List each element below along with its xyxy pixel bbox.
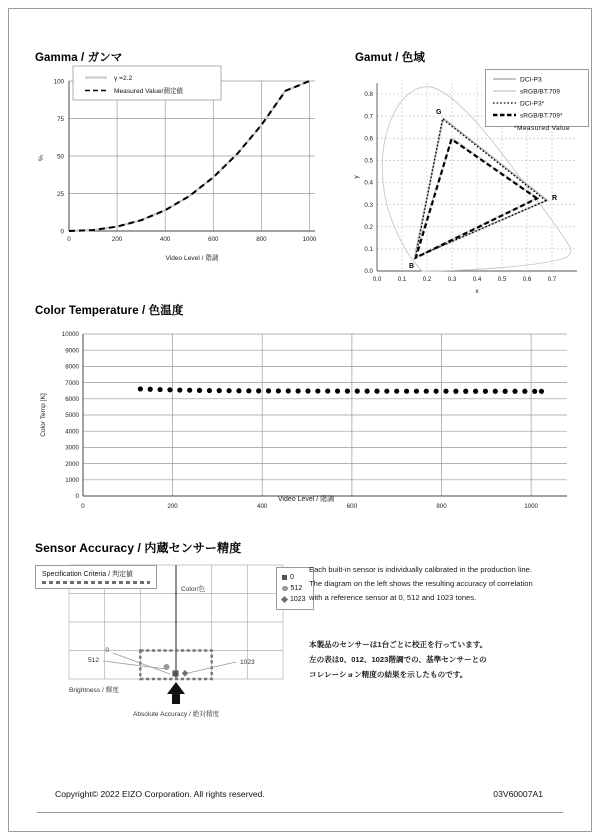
gamma-x-ticks bbox=[67, 236, 317, 243]
svg-text:0.8: 0.8 bbox=[364, 91, 373, 99]
svg-text:0.3: 0.3 bbox=[447, 276, 457, 283]
svg-text:10000: 10000 bbox=[61, 331, 79, 339]
sensor-marker-0 bbox=[173, 671, 179, 677]
colortemp-data-point bbox=[453, 389, 458, 394]
gamut-legend-label-2: DCI-P3* bbox=[520, 100, 545, 108]
colortemp-data-point bbox=[539, 389, 544, 394]
gamut-x-axis-label: x bbox=[475, 288, 479, 295]
gamut-point-label-r: R bbox=[552, 195, 558, 202]
colortemp-data-point bbox=[227, 388, 232, 393]
gamma-x-axis-label: Video Level / 階調 bbox=[165, 255, 219, 262]
gamma-legend bbox=[73, 66, 221, 100]
colortemp-data-point bbox=[345, 389, 350, 394]
sensor-spec-criteria-label-box bbox=[35, 565, 157, 589]
sensor-axis-color-label: Color/色 bbox=[181, 586, 206, 593]
svg-text:600: 600 bbox=[346, 503, 358, 510]
svg-text:2000: 2000 bbox=[65, 460, 79, 468]
diamond-icon bbox=[281, 596, 288, 603]
svg-text:0.0: 0.0 bbox=[372, 276, 382, 283]
sensor-up-arrow-icon bbox=[167, 682, 185, 704]
colortemp-data-point bbox=[286, 388, 291, 393]
colortemp-data-point bbox=[167, 387, 172, 392]
svg-text:100: 100 bbox=[53, 78, 64, 86]
gamut-legend-note: *Measured Value bbox=[514, 125, 571, 132]
sensor-axis-brightness-label: Brightness / 輝度 bbox=[69, 687, 119, 694]
sensor-text-jp bbox=[309, 637, 549, 682]
sensor-legend-item-2 bbox=[282, 594, 306, 605]
colortemp-data-point bbox=[394, 389, 399, 394]
colortemp-data-point bbox=[512, 389, 517, 394]
sensor-callout-0: 0 bbox=[105, 647, 109, 654]
colortemp-data-point bbox=[355, 389, 360, 394]
colortemp-data-point bbox=[236, 388, 241, 393]
sensor-panel bbox=[27, 539, 587, 729]
svg-text:0: 0 bbox=[81, 503, 85, 510]
square-icon bbox=[282, 575, 287, 580]
footer-doc-id: 03V60007A1 bbox=[493, 789, 543, 799]
sensor-callout-1023: 1023 bbox=[240, 659, 255, 666]
svg-text:0.2: 0.2 bbox=[364, 224, 373, 231]
svg-text:400: 400 bbox=[160, 236, 171, 243]
colortemp-data-point bbox=[266, 388, 271, 393]
svg-text:200: 200 bbox=[111, 236, 123, 243]
svg-text:400: 400 bbox=[257, 503, 268, 510]
colortemp-data-point bbox=[148, 387, 153, 392]
gamma-grid bbox=[69, 81, 315, 231]
colortemp-data-point bbox=[503, 389, 508, 394]
svg-text:0.4: 0.4 bbox=[472, 276, 482, 283]
colortemp-data-point bbox=[207, 388, 212, 393]
colortemp-data-point bbox=[276, 388, 281, 393]
colortemp-data-point bbox=[138, 386, 143, 391]
colortemp-x-ticks bbox=[81, 503, 538, 510]
gamut-point-label-g: G bbox=[436, 109, 442, 116]
colortemp-data-point bbox=[424, 389, 429, 394]
sensor-text-en: Each built-in sensor is individually calibrated in the production line. The diagram on the left shows the resulting accuracy of correlation with a reference sensor at 0, 512 and 1023 tones. bbox=[309, 565, 533, 603]
sensor-text-jp-line-1: 左の表は0、012、1023階調での、基準センサーとの bbox=[309, 655, 487, 664]
footer bbox=[9, 789, 591, 805]
colortemp-y-axis-label: Color Temp [K] bbox=[40, 393, 47, 437]
sensor-legend bbox=[276, 567, 314, 610]
svg-text:600: 600 bbox=[208, 236, 219, 243]
colortemp-grid bbox=[83, 334, 567, 496]
sensor-legend-label-0: 0 bbox=[290, 574, 294, 581]
svg-text:0.1: 0.1 bbox=[364, 246, 373, 254]
sensor-caption: Absolute Accuracy / 絶対精度 bbox=[132, 711, 220, 718]
colortemp-data-point bbox=[434, 389, 439, 394]
gamut-legend-label-0: DCI-P3 bbox=[520, 76, 542, 84]
sensor-legend-item-1 bbox=[282, 583, 306, 594]
gamma-panel bbox=[27, 49, 327, 289]
colortemp-data-point bbox=[246, 388, 251, 393]
svg-text:800: 800 bbox=[256, 236, 267, 243]
svg-text:0.5: 0.5 bbox=[497, 276, 507, 283]
svg-text:0.1: 0.1 bbox=[397, 276, 407, 283]
svg-text:200: 200 bbox=[167, 503, 178, 510]
svg-text:0: 0 bbox=[75, 493, 79, 501]
gamut-legend bbox=[485, 69, 589, 127]
svg-text:0.4: 0.4 bbox=[364, 179, 373, 187]
colortemp-series-points bbox=[138, 386, 544, 394]
svg-text:0.3: 0.3 bbox=[364, 201, 373, 209]
colortemp-data-point bbox=[325, 388, 330, 393]
page-frame bbox=[8, 8, 592, 832]
gamut-panel bbox=[349, 49, 599, 295]
svg-text:5000: 5000 bbox=[65, 412, 79, 420]
colortemp-data-point bbox=[296, 388, 301, 393]
svg-text:1000: 1000 bbox=[65, 477, 79, 484]
colortemp-data-point bbox=[493, 389, 498, 394]
sensor-spec-criteria-dash-swatch bbox=[42, 581, 150, 584]
colortemp-x-axis-label: Video Level / 階調 bbox=[277, 496, 335, 503]
colortemp-data-point bbox=[414, 389, 419, 394]
gamma-y-ticks bbox=[54, 78, 65, 235]
svg-text:0.6: 0.6 bbox=[364, 135, 373, 143]
colortemp-data-point bbox=[256, 388, 261, 393]
gamut-x-ticks bbox=[373, 276, 557, 283]
colortemp-data-point bbox=[532, 389, 537, 394]
svg-text:1000: 1000 bbox=[302, 236, 317, 243]
circle-icon bbox=[282, 586, 288, 592]
colortemp-data-point bbox=[187, 388, 192, 393]
svg-text:3000: 3000 bbox=[65, 444, 79, 452]
svg-text:800: 800 bbox=[436, 503, 447, 510]
svg-text:9000: 9000 bbox=[65, 347, 79, 355]
footer-divider bbox=[37, 812, 563, 813]
colortemp-data-point bbox=[177, 387, 182, 392]
svg-text:0.7: 0.7 bbox=[547, 276, 557, 283]
sensor-text-jp-line-2: コレレーション精度の結果を示したものです。 bbox=[309, 670, 468, 679]
sensor-title: Sensor Accuracy / 内蔵センサー精度 bbox=[35, 541, 242, 555]
svg-text:6000: 6000 bbox=[65, 396, 79, 403]
colortemp-data-point bbox=[374, 389, 379, 394]
colortemp-data-point bbox=[404, 389, 409, 394]
colortemp-data-point bbox=[463, 389, 468, 394]
svg-text:0: 0 bbox=[67, 236, 71, 243]
svg-text:0: 0 bbox=[60, 228, 64, 236]
svg-text:50: 50 bbox=[57, 153, 64, 161]
svg-text:0.2: 0.2 bbox=[422, 276, 432, 283]
svg-text:0.0: 0.0 bbox=[364, 268, 373, 276]
gamma-legend-label-0: γ =2.2 bbox=[114, 75, 133, 82]
sensor-legend-label-1: 512 bbox=[290, 585, 303, 592]
colortemp-data-point bbox=[384, 389, 389, 394]
colortemp-y-ticks bbox=[62, 331, 80, 500]
svg-text:1000: 1000 bbox=[524, 503, 538, 510]
sensor-callout-lines bbox=[103, 653, 236, 674]
colortemp-title: Color Temperature / 色温度 bbox=[35, 305, 184, 317]
sensor-callout-512: 512 bbox=[87, 657, 99, 664]
colortemp-chart bbox=[27, 318, 585, 518]
colortemp-data-point bbox=[217, 388, 222, 393]
sensor-marker-1023 bbox=[182, 670, 188, 677]
svg-text:4000: 4000 bbox=[65, 428, 79, 436]
sensor-spec-criteria-label: Specification Criteria / 判定値 bbox=[42, 571, 134, 578]
svg-text:8000: 8000 bbox=[65, 363, 79, 371]
colortemp-data-point bbox=[305, 388, 310, 393]
svg-text:0.7: 0.7 bbox=[364, 113, 373, 121]
svg-text:0.6: 0.6 bbox=[522, 276, 532, 283]
sensor-legend-label-2: 1023 bbox=[290, 596, 306, 603]
colortemp-panel bbox=[27, 302, 585, 522]
svg-text:0.5: 0.5 bbox=[364, 157, 373, 165]
gamut-y-ticks bbox=[364, 91, 373, 275]
colortemp-data-point bbox=[522, 389, 527, 394]
gamut-title: Gamut / 色域 bbox=[355, 52, 426, 64]
svg-text:75: 75 bbox=[57, 115, 64, 123]
gamma-legend-label-1: Measured Value/測定値 bbox=[114, 88, 184, 95]
colortemp-data-point bbox=[157, 387, 162, 392]
colortemp-data-point bbox=[197, 388, 202, 393]
colortemp-data-point bbox=[315, 388, 320, 393]
colortemp-data-point bbox=[473, 389, 478, 394]
gamut-point-label-b: B bbox=[409, 263, 415, 270]
footer-copyright: Copyright© 2022 EIZO Corporation. All rights reserved. bbox=[55, 789, 265, 799]
sensor-marker-512 bbox=[164, 664, 170, 670]
colortemp-data-point bbox=[443, 389, 448, 394]
gamma-title: Gamma / ガンマ bbox=[35, 52, 123, 64]
gamma-y-axis-label: % bbox=[38, 155, 45, 161]
sensor-legend-item-0 bbox=[282, 572, 306, 583]
colortemp-data-point bbox=[335, 388, 340, 393]
gamma-chart bbox=[27, 65, 327, 280]
sensor-text-jp-line-0: 本製品のセンサーは1台ごとに校正を行っています。 bbox=[309, 640, 488, 649]
gamut-series-dci-p3-measured bbox=[416, 119, 547, 257]
svg-text:7000: 7000 bbox=[65, 379, 79, 387]
gamut-legend-label-3: sRGB/BT.709* bbox=[520, 112, 563, 120]
svg-text:25: 25 bbox=[57, 190, 64, 198]
colortemp-data-point bbox=[483, 389, 488, 394]
gamut-y-axis-label: y bbox=[353, 175, 360, 179]
colortemp-data-point bbox=[365, 389, 370, 394]
gamut-legend-label-1: sRGB/BT.709 bbox=[520, 88, 560, 96]
